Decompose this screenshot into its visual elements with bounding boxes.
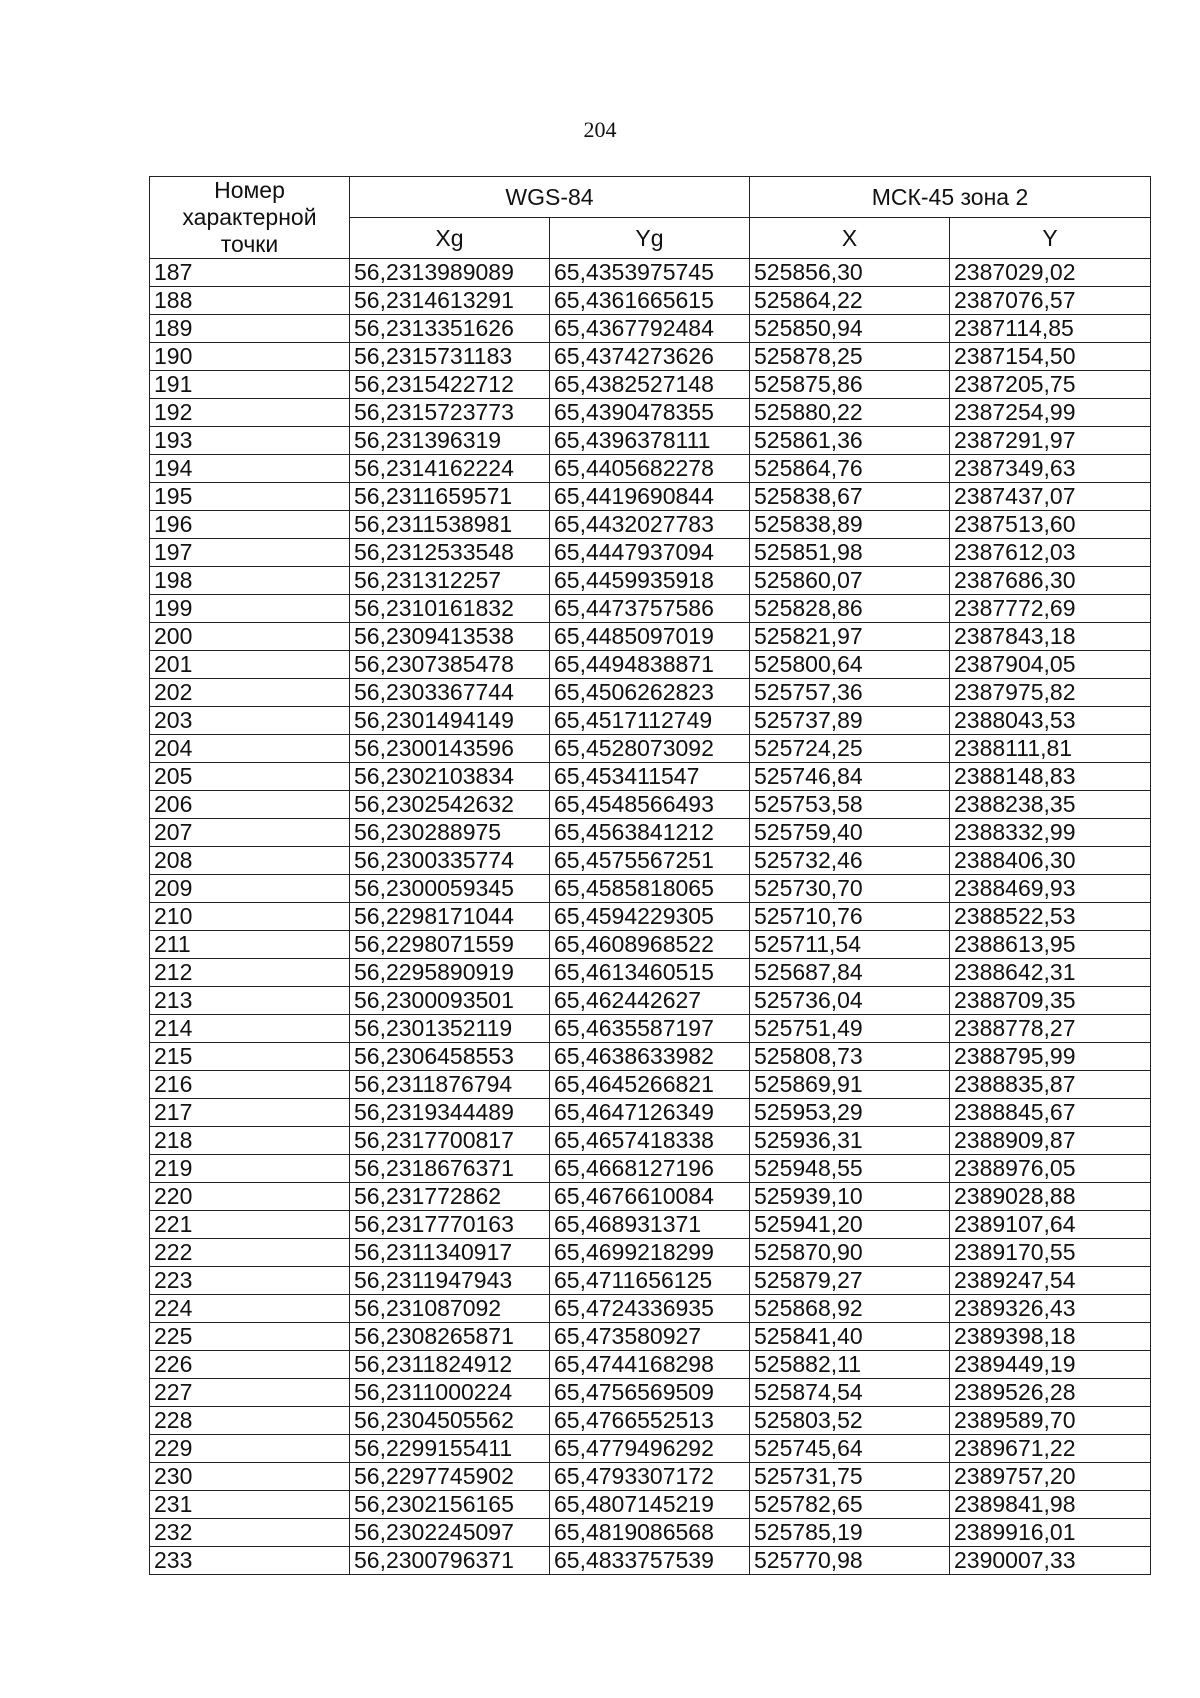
- yg-cell: 65,453411547: [550, 763, 750, 791]
- point-number-cell: 215: [150, 1043, 350, 1071]
- y-cell: 2388976,05: [950, 1155, 1151, 1183]
- yg-cell: 65,468931371: [550, 1211, 750, 1239]
- xg-cell: 56,2300059345: [350, 875, 550, 903]
- xg-cell: 56,2311876794: [350, 1071, 550, 1099]
- yg-cell: 65,4699218299: [550, 1239, 750, 1267]
- y-cell: 2389757,20: [950, 1463, 1151, 1491]
- point-number-cell: 198: [150, 567, 350, 595]
- y-cell: 2387029,02: [950, 259, 1151, 287]
- xg-cell: 56,2306458553: [350, 1043, 550, 1071]
- table-row: [150, 959, 1151, 987]
- x-cell: 525745,64: [750, 1435, 950, 1463]
- point-number-cell: 191: [150, 371, 350, 399]
- x-cell: 525851,98: [750, 539, 950, 567]
- x-column-header: X: [750, 218, 950, 259]
- yg-cell: 65,4485097019: [550, 623, 750, 651]
- point-number-cell: 213: [150, 987, 350, 1015]
- table-row: [150, 1351, 1151, 1379]
- xg-cell: 56,2312533548: [350, 539, 550, 567]
- xg-cell: 56,2313989089: [350, 259, 550, 287]
- point-number-cell: 208: [150, 847, 350, 875]
- x-cell: 525746,84: [750, 763, 950, 791]
- point-number-cell: 199: [150, 595, 350, 623]
- point-number-cell: 202: [150, 679, 350, 707]
- point-number-cell: 194: [150, 455, 350, 483]
- table-row: [150, 1519, 1151, 1547]
- msk45-group-header: МСК-45 зона 2: [750, 177, 1151, 218]
- x-cell: 525861,36: [750, 427, 950, 455]
- xg-cell: 56,2300143596: [350, 735, 550, 763]
- x-cell: 525737,89: [750, 707, 950, 735]
- y-cell: 2389526,28: [950, 1379, 1151, 1407]
- table-body: [150, 259, 1151, 1575]
- y-cell: 2387205,75: [950, 371, 1151, 399]
- x-cell: 525736,04: [750, 987, 950, 1015]
- yg-cell: 65,473580927: [550, 1323, 750, 1351]
- y-cell: 2388709,35: [950, 987, 1151, 1015]
- x-cell: 525828,86: [750, 595, 950, 623]
- y-cell: 2387114,85: [950, 315, 1151, 343]
- yg-cell: 65,4517112749: [550, 707, 750, 735]
- yg-cell: 65,4563841212: [550, 819, 750, 847]
- table-row: [150, 847, 1151, 875]
- point-number-cell: 192: [150, 399, 350, 427]
- xg-cell: 56,2317700817: [350, 1127, 550, 1155]
- table-row: [150, 1239, 1151, 1267]
- xg-cell: 56,2314613291: [350, 287, 550, 315]
- point-number-cell: 188: [150, 287, 350, 315]
- xg-cell: 56,2309413538: [350, 623, 550, 651]
- x-cell: 525860,07: [750, 567, 950, 595]
- y-column-header: Y: [950, 218, 1151, 259]
- point-number-cell: 225: [150, 1323, 350, 1351]
- y-cell: 2388469,93: [950, 875, 1151, 903]
- table-row: [150, 1127, 1151, 1155]
- yg-cell: 65,4613460515: [550, 959, 750, 987]
- xg-cell: 56,2302542632: [350, 791, 550, 819]
- xg-cell: 56,2300335774: [350, 847, 550, 875]
- x-cell: 525731,75: [750, 1463, 950, 1491]
- wgs84-group-header: WGS-84: [350, 177, 750, 218]
- x-cell: 525782,65: [750, 1491, 950, 1519]
- point-number-cell: 220: [150, 1183, 350, 1211]
- point-number-cell: 211: [150, 931, 350, 959]
- x-cell: 525710,76: [750, 903, 950, 931]
- table-row: [150, 1183, 1151, 1211]
- yg-cell: 65,4635587197: [550, 1015, 750, 1043]
- table-row: [150, 791, 1151, 819]
- xg-cell: 56,2315723773: [350, 399, 550, 427]
- yg-cell: 65,4724336935: [550, 1295, 750, 1323]
- y-cell: 2387612,03: [950, 539, 1151, 567]
- yg-cell: 65,4756569509: [550, 1379, 750, 1407]
- x-cell: 525882,11: [750, 1351, 950, 1379]
- x-cell: 525864,76: [750, 455, 950, 483]
- xg-cell: 56,2300093501: [350, 987, 550, 1015]
- x-cell: 525850,94: [750, 315, 950, 343]
- x-cell: 525856,30: [750, 259, 950, 287]
- xg-cell: 56,2313351626: [350, 315, 550, 343]
- yg-cell: 65,4382527148: [550, 371, 750, 399]
- xg-cell: 56,2298071559: [350, 931, 550, 959]
- x-cell: 525711,54: [750, 931, 950, 959]
- yg-cell: 65,4744168298: [550, 1351, 750, 1379]
- yg-cell: 65,4367792484: [550, 315, 750, 343]
- table-row: [150, 1267, 1151, 1295]
- point-number-cell: 204: [150, 735, 350, 763]
- x-cell: 525874,54: [750, 1379, 950, 1407]
- coordinates-table: [149, 176, 1151, 1575]
- yg-cell: 65,4585818065: [550, 875, 750, 903]
- table-row: [150, 1071, 1151, 1099]
- table-row: [150, 427, 1151, 455]
- yg-cell: 65,4447937094: [550, 539, 750, 567]
- point-number-cell: 193: [150, 427, 350, 455]
- y-cell: 2389449,19: [950, 1351, 1151, 1379]
- table-row: [150, 399, 1151, 427]
- xg-cell: 56,2317770163: [350, 1211, 550, 1239]
- x-cell: 525800,64: [750, 651, 950, 679]
- xg-cell: 56,2311824912: [350, 1351, 550, 1379]
- yg-cell: 65,4668127196: [550, 1155, 750, 1183]
- yg-cell: 65,4594229305: [550, 903, 750, 931]
- xg-cell: 56,2318676371: [350, 1155, 550, 1183]
- point-number-cell: 201: [150, 651, 350, 679]
- point-number-cell: 189: [150, 315, 350, 343]
- y-cell: 2388909,87: [950, 1127, 1151, 1155]
- x-cell: 525879,27: [750, 1267, 950, 1295]
- xg-cell: 56,231312257: [350, 567, 550, 595]
- y-cell: 2389107,64: [950, 1211, 1151, 1239]
- x-cell: 525821,97: [750, 623, 950, 651]
- x-cell: 525753,58: [750, 791, 950, 819]
- point-number-cell: 221: [150, 1211, 350, 1239]
- point-number-cell: 216: [150, 1071, 350, 1099]
- y-cell: 2387349,63: [950, 455, 1151, 483]
- y-cell: 2388613,95: [950, 931, 1151, 959]
- y-cell: 2387437,07: [950, 483, 1151, 511]
- xg-cell: 56,2298171044: [350, 903, 550, 931]
- x-cell: 525878,25: [750, 343, 950, 371]
- x-cell: 525803,52: [750, 1407, 950, 1435]
- xg-cell: 56,2307385478: [350, 651, 550, 679]
- xg-cell: 56,2300796371: [350, 1547, 550, 1575]
- xg-cell: 56,2311538981: [350, 511, 550, 539]
- xg-cell: 56,2302156165: [350, 1491, 550, 1519]
- yg-cell: 65,4494838871: [550, 651, 750, 679]
- point-number-header: Номер характерной точки: [150, 177, 350, 259]
- y-cell: 2387975,82: [950, 679, 1151, 707]
- point-number-cell: 212: [150, 959, 350, 987]
- y-cell: 2388332,99: [950, 819, 1151, 847]
- table-row: [150, 1379, 1151, 1407]
- y-cell: 2390007,33: [950, 1547, 1151, 1575]
- yg-cell: 65,4819086568: [550, 1519, 750, 1547]
- x-cell: 525870,90: [750, 1239, 950, 1267]
- table-row: [150, 455, 1151, 483]
- point-number-cell: 217: [150, 1099, 350, 1127]
- yg-cell: 65,4608968522: [550, 931, 750, 959]
- y-cell: 2388406,30: [950, 847, 1151, 875]
- table-row: [150, 1435, 1151, 1463]
- table-row: [150, 1155, 1151, 1183]
- point-number-cell: 219: [150, 1155, 350, 1183]
- point-number-cell: 205: [150, 763, 350, 791]
- table-row: [150, 1295, 1151, 1323]
- yg-cell: 65,4676610084: [550, 1183, 750, 1211]
- y-cell: 2388522,53: [950, 903, 1151, 931]
- x-cell: 525875,86: [750, 371, 950, 399]
- table-row: [150, 987, 1151, 1015]
- yg-cell: 65,4793307172: [550, 1463, 750, 1491]
- x-cell: 525838,89: [750, 511, 950, 539]
- xg-cell: 56,2301494149: [350, 707, 550, 735]
- table-row: [150, 1015, 1151, 1043]
- xg-cell: 56,2302103834: [350, 763, 550, 791]
- y-cell: 2388835,87: [950, 1071, 1151, 1099]
- table-row: [150, 1463, 1151, 1491]
- xg-column-header: Xg: [350, 218, 550, 259]
- y-cell: 2387904,05: [950, 651, 1151, 679]
- y-cell: 2388111,81: [950, 735, 1151, 763]
- x-cell: 525808,73: [750, 1043, 950, 1071]
- xg-cell: 56,2302245097: [350, 1519, 550, 1547]
- x-cell: 525770,98: [750, 1547, 950, 1575]
- y-cell: 2388642,31: [950, 959, 1151, 987]
- table-row: [150, 1491, 1151, 1519]
- yg-cell: 65,4405682278: [550, 455, 750, 483]
- xg-cell: 56,2311000224: [350, 1379, 550, 1407]
- x-cell: 525948,55: [750, 1155, 950, 1183]
- point-number-cell: 222: [150, 1239, 350, 1267]
- table-row: [150, 1211, 1151, 1239]
- xg-cell: 56,2308265871: [350, 1323, 550, 1351]
- yg-cell: 65,4548566493: [550, 791, 750, 819]
- table-row: [150, 1323, 1151, 1351]
- point-number-cell: 203: [150, 707, 350, 735]
- y-cell: 2389671,22: [950, 1435, 1151, 1463]
- table-row: [150, 903, 1151, 931]
- yg-cell: 65,462442627: [550, 987, 750, 1015]
- x-cell: 525880,22: [750, 399, 950, 427]
- x-cell: 525936,31: [750, 1127, 950, 1155]
- y-cell: 2387076,57: [950, 287, 1151, 315]
- point-number-cell: 209: [150, 875, 350, 903]
- point-number-cell: 232: [150, 1519, 350, 1547]
- table-row: [150, 511, 1151, 539]
- table-row: [150, 679, 1151, 707]
- xg-cell: 56,2311947943: [350, 1267, 550, 1295]
- point-number-cell: 207: [150, 819, 350, 847]
- xg-cell: 56,230288975: [350, 819, 550, 847]
- y-cell: 2389916,01: [950, 1519, 1151, 1547]
- point-number-cell: 224: [150, 1295, 350, 1323]
- xg-cell: 56,231772862: [350, 1183, 550, 1211]
- table-row: [150, 1547, 1151, 1575]
- y-cell: 2389326,43: [950, 1295, 1151, 1323]
- point-number-cell: 223: [150, 1267, 350, 1295]
- yg-cell: 65,4353975745: [550, 259, 750, 287]
- point-number-cell: 196: [150, 511, 350, 539]
- x-cell: 525941,20: [750, 1211, 950, 1239]
- x-cell: 525687,84: [750, 959, 950, 987]
- table-row: [150, 623, 1151, 651]
- y-cell: 2387686,30: [950, 567, 1151, 595]
- y-cell: 2388795,99: [950, 1043, 1151, 1071]
- xg-cell: 56,2304505562: [350, 1407, 550, 1435]
- table-row: [150, 651, 1151, 679]
- yg-cell: 65,4396378111: [550, 427, 750, 455]
- y-cell: 2387154,50: [950, 343, 1151, 371]
- table-row: [150, 259, 1151, 287]
- point-number-cell: 230: [150, 1463, 350, 1491]
- x-cell: 525730,70: [750, 875, 950, 903]
- x-cell: 525841,40: [750, 1323, 950, 1351]
- x-cell: 525864,22: [750, 287, 950, 315]
- yg-column-header: Yg: [550, 218, 750, 259]
- xg-cell: 56,2311340917: [350, 1239, 550, 1267]
- page-number: 204: [583, 117, 617, 142]
- x-cell: 525724,25: [750, 735, 950, 763]
- table-row: [150, 931, 1151, 959]
- point-number-cell: 206: [150, 791, 350, 819]
- y-cell: 2387291,97: [950, 427, 1151, 455]
- table-row: [150, 371, 1151, 399]
- table-row: [150, 763, 1151, 791]
- x-cell: 525785,19: [750, 1519, 950, 1547]
- x-cell: 525838,67: [750, 483, 950, 511]
- yg-cell: 65,4638633982: [550, 1043, 750, 1071]
- yg-cell: 65,4374273626: [550, 343, 750, 371]
- yg-cell: 65,4833757539: [550, 1547, 750, 1575]
- yg-cell: 65,4647126349: [550, 1099, 750, 1127]
- y-cell: 2388845,67: [950, 1099, 1151, 1127]
- table-row: [150, 287, 1151, 315]
- point-number-cell: 218: [150, 1127, 350, 1155]
- xg-cell: 56,2311659571: [350, 483, 550, 511]
- table-row: [150, 735, 1151, 763]
- xg-cell: 56,2299155411: [350, 1435, 550, 1463]
- y-cell: 2389170,55: [950, 1239, 1151, 1267]
- x-cell: 525869,91: [750, 1071, 950, 1099]
- y-cell: 2387772,69: [950, 595, 1151, 623]
- yg-cell: 65,4361665615: [550, 287, 750, 315]
- yg-cell: 65,4711656125: [550, 1267, 750, 1295]
- xg-cell: 56,2303367744: [350, 679, 550, 707]
- yg-cell: 65,4766552513: [550, 1407, 750, 1435]
- xg-cell: 56,2295890919: [350, 959, 550, 987]
- yg-cell: 65,4390478355: [550, 399, 750, 427]
- y-cell: 2387843,18: [950, 623, 1151, 651]
- yg-cell: 65,4807145219: [550, 1491, 750, 1519]
- point-number-cell: 210: [150, 903, 350, 931]
- table-row: [150, 1099, 1151, 1127]
- table-row: [150, 707, 1151, 735]
- x-cell: 525939,10: [750, 1183, 950, 1211]
- y-cell: 2388043,53: [950, 707, 1151, 735]
- yg-cell: 65,4473757586: [550, 595, 750, 623]
- y-cell: 2388148,83: [950, 763, 1151, 791]
- point-number-cell: 195: [150, 483, 350, 511]
- y-cell: 2388238,35: [950, 791, 1151, 819]
- point-number-cell: 187: [150, 259, 350, 287]
- point-number-cell: 214: [150, 1015, 350, 1043]
- xg-cell: 56,2301352119: [350, 1015, 550, 1043]
- point-number-cell: 226: [150, 1351, 350, 1379]
- point-number-cell: 229: [150, 1435, 350, 1463]
- y-cell: 2388778,27: [950, 1015, 1151, 1043]
- x-cell: 525757,36: [750, 679, 950, 707]
- y-cell: 2387513,60: [950, 511, 1151, 539]
- xg-cell: 56,2319344489: [350, 1099, 550, 1127]
- xg-cell: 56,231396319: [350, 427, 550, 455]
- xg-cell: 56,2314162224: [350, 455, 550, 483]
- point-number-cell: 228: [150, 1407, 350, 1435]
- y-cell: 2389028,88: [950, 1183, 1151, 1211]
- table-row: [150, 483, 1151, 511]
- table-row: [150, 539, 1151, 567]
- y-cell: 2389247,54: [950, 1267, 1151, 1295]
- table-row: [150, 819, 1151, 847]
- point-number-cell: 197: [150, 539, 350, 567]
- y-cell: 2389589,70: [950, 1407, 1151, 1435]
- xg-cell: 56,2297745902: [350, 1463, 550, 1491]
- table-row: [150, 1043, 1151, 1071]
- yg-cell: 65,4419690844: [550, 483, 750, 511]
- xg-cell: 56,2310161832: [350, 595, 550, 623]
- table-row: [150, 567, 1151, 595]
- table-row: [150, 595, 1151, 623]
- x-cell: 525751,49: [750, 1015, 950, 1043]
- xg-cell: 56,2315422712: [350, 371, 550, 399]
- y-cell: 2389841,98: [950, 1491, 1151, 1519]
- point-number-cell: 231: [150, 1491, 350, 1519]
- point-number-cell: 233: [150, 1547, 350, 1575]
- table-row: [150, 315, 1151, 343]
- xg-cell: 56,2315731183: [350, 343, 550, 371]
- yg-cell: 65,4645266821: [550, 1071, 750, 1099]
- yg-cell: 65,4657418338: [550, 1127, 750, 1155]
- y-cell: 2389398,18: [950, 1323, 1151, 1351]
- x-cell: 525759,40: [750, 819, 950, 847]
- table-row: [150, 875, 1151, 903]
- table-row: [150, 1407, 1151, 1435]
- yg-cell: 65,4528073092: [550, 735, 750, 763]
- x-cell: 525953,29: [750, 1099, 950, 1127]
- x-cell: 525732,46: [750, 847, 950, 875]
- yg-cell: 65,4575567251: [550, 847, 750, 875]
- point-number-cell: 200: [150, 623, 350, 651]
- point-number-cell: 190: [150, 343, 350, 371]
- yg-cell: 65,4459935918: [550, 567, 750, 595]
- point-number-cell: 227: [150, 1379, 350, 1407]
- yg-cell: 65,4506262823: [550, 679, 750, 707]
- table-row: [150, 343, 1151, 371]
- xg-cell: 56,231087092: [350, 1295, 550, 1323]
- x-cell: 525868,92: [750, 1295, 950, 1323]
- yg-cell: 65,4432027783: [550, 511, 750, 539]
- y-cell: 2387254,99: [950, 399, 1151, 427]
- yg-cell: 65,4779496292: [550, 1435, 750, 1463]
